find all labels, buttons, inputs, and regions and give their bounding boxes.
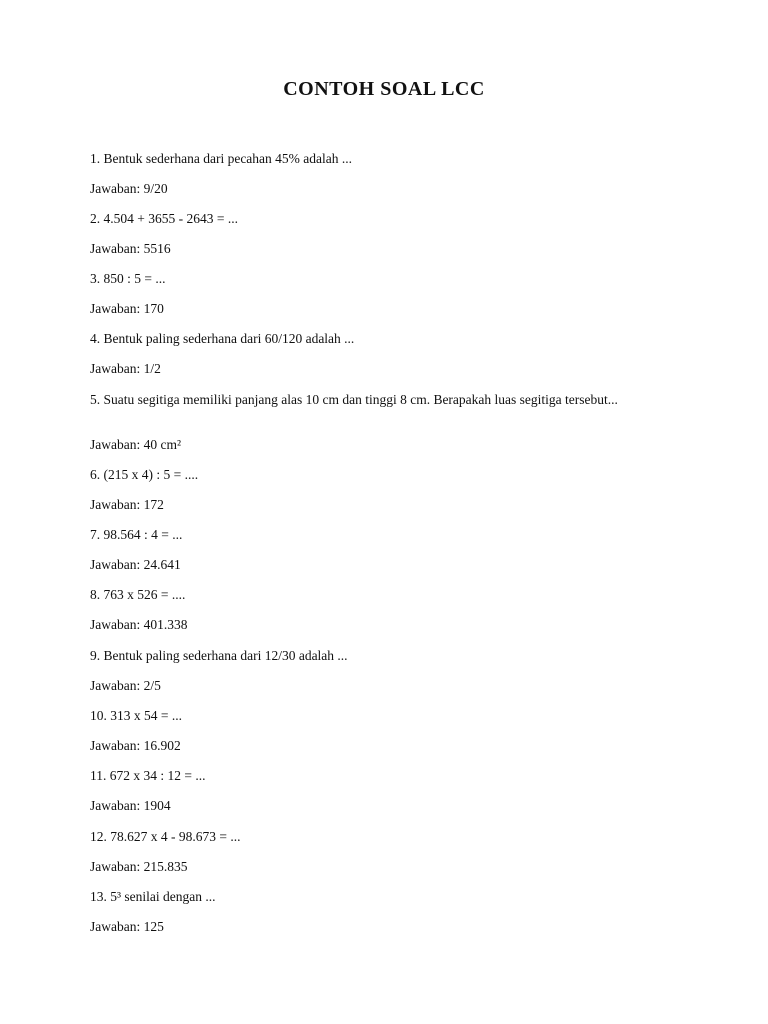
question-2: 2. 4.504 + 3655 - 2643 = ... (90, 211, 238, 226)
question-5: 5. Suatu segitiga memiliki panjang alas 10 cm dan tinggi 8 cm. Berapakah luas segitiga tersebut... (90, 392, 618, 407)
page-title: CONTOH SOAL LCC (283, 78, 485, 100)
answer-7: Jawaban: 24.641 (90, 557, 181, 572)
question-6: 6. (215 x 4) : 5 = .... (90, 467, 199, 482)
question-4: 4. Bentuk paling sederhana dari 60/120 adalah ... (90, 331, 355, 346)
answer-11: Jawaban: 1904 (90, 798, 171, 813)
answer-2: Jawaban: 5516 (90, 241, 171, 256)
question-9: 9. Bentuk paling sederhana dari 12/30 adalah ... (90, 648, 348, 663)
answer-1: Jawaban: 9/20 (90, 181, 168, 196)
question-1: 1. Bentuk sederhana dari pecahan 45% adalah ... (90, 151, 353, 166)
question-12: 12. 78.627 x 4 - 98.673 = ... (90, 829, 241, 844)
answer-4: Jawaban: 1/2 (90, 361, 161, 376)
question-7: 7. 98.564 : 4 = ... (90, 527, 183, 542)
answer-12: Jawaban: 215.835 (90, 859, 188, 874)
answer-3: Jawaban: 170 (90, 301, 164, 316)
answer-9: Jawaban: 2/5 (90, 678, 161, 693)
answer-8: Jawaban: 401.338 (90, 617, 188, 632)
question-10: 10. 313 x 54 = ... (90, 708, 182, 723)
answer-13: Jawaban: 125 (90, 919, 164, 934)
question-11: 11. 672 x 34 : 12 = ... (90, 768, 206, 783)
question-3: 3. 850 : 5 = ... (90, 271, 166, 286)
question-8: 8. 763 x 526 = .... (90, 587, 186, 602)
answer-10: Jawaban: 16.902 (90, 738, 181, 753)
answer-6: Jawaban: 172 (90, 497, 164, 512)
answer-5: Jawaban: 40 cm² (90, 437, 182, 452)
question-13: 13. 5³ senilai dengan ... (90, 889, 216, 904)
